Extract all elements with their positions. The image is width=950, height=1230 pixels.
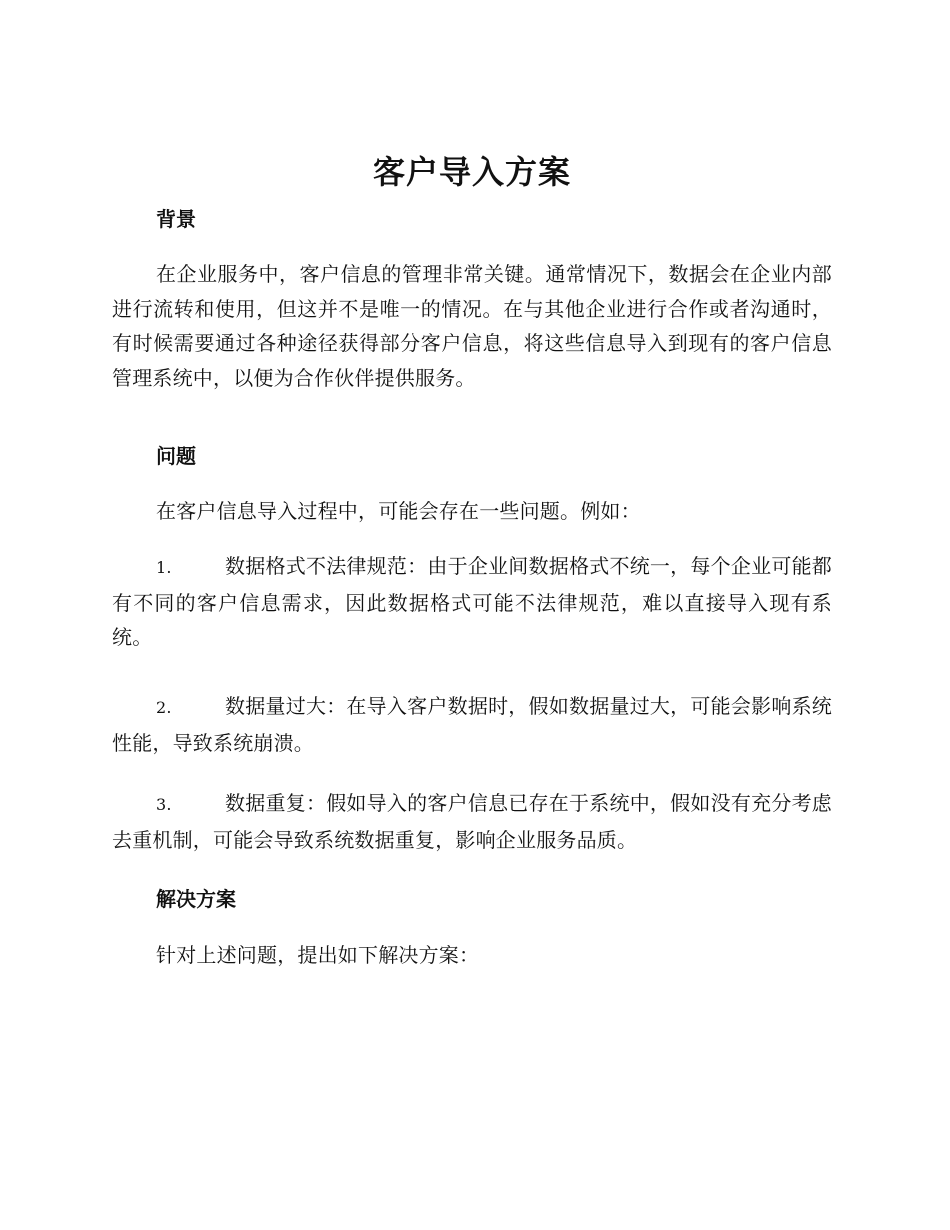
section-heading-problems: 问题 bbox=[156, 444, 196, 468]
list-item-number: 1. bbox=[156, 558, 172, 577]
list-item-number: 2. bbox=[156, 698, 172, 717]
section-heading-background: 背景 bbox=[156, 207, 196, 231]
background-paragraph: 在企业服务中，客户信息的管理非常关键。通常情况下，数据会在企业内部进行流转和使用，但这并不是唯一的情况。在与其他企业进行合作或者沟通时，有时候需要通过各种途径获得部分客户信息，将这些信息导入到现有的客户信息管理系统中，以便为合作伙伴提供服务。 bbox=[112, 262, 832, 390]
problems-intro: 在客户信息导入过程中，可能会存在一些问题。例如： bbox=[156, 499, 641, 523]
list-item bbox=[112, 549, 832, 655]
list-item bbox=[112, 689, 832, 760]
list-item-number: 3. bbox=[156, 795, 172, 814]
list-item-text: 数据量过大：在导入客户数据时，假如数据量过大，可能会影响系统性能，导致系统崩溃。 bbox=[112, 694, 832, 755]
solution-intro: 针对上述问题，提出如下解决方案： bbox=[156, 943, 480, 967]
document-title: 客户导入方案 bbox=[372, 153, 571, 191]
section-heading-solution: 解决方案 bbox=[156, 887, 236, 911]
list-item-text: 数据格式不法律规范：由于企业间数据格式不统一，每个企业可能都有不同的客户信息需求，因此数据格式可能不法律规范，难以直接导入现有系统。 bbox=[112, 554, 832, 649]
list-item-text: 数据重复：假如导入的客户信息已存在于系统中，假如没有充分考虑去重机制，可能会导致系统数据重复，影响企业服务品质。 bbox=[112, 791, 832, 852]
list-item bbox=[112, 786, 832, 857]
